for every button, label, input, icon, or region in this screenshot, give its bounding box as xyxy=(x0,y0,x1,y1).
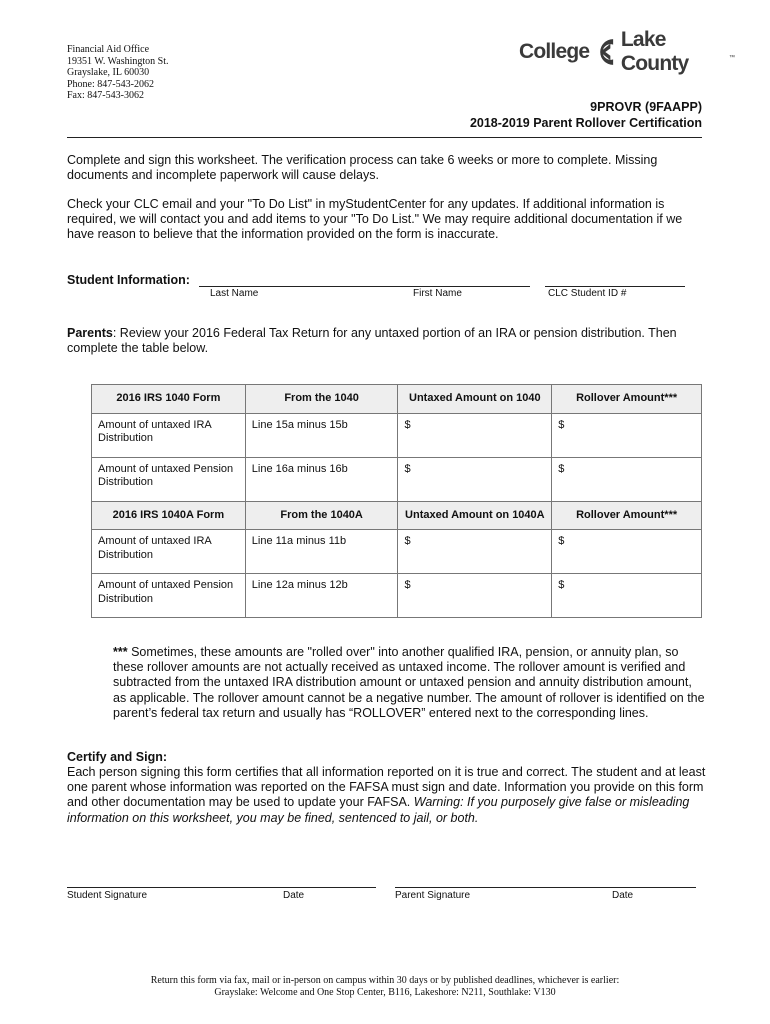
table-row xyxy=(92,457,702,501)
note-text: Sometimes, these amounts are "rolled over" into another qualified IRA, pension, or annuity plan, so these rollover amounts are not actually received as untaxed income. The rollover amount is verified and subtracted from the untaxed IRA distribution amount or untaxed pension and annuity distribution amount, as applicable. The rollover amount cannot be a negative number. The amount of rollover is identified on the parent’s federal tax return and usually has “ROLLOVER” entered next to the corresponding lines. xyxy=(113,645,705,720)
row-label: Amount of untaxed IRA Distribution xyxy=(92,413,246,457)
student-name-line[interactable] xyxy=(199,286,530,287)
certify-body: Each person signing this form certifies that all information reported on it is true and correct. The student and at least one parent whose information was reported on the FAFSA must sign and date. Information you provide on this form and other documentation may be used to update your FAFSA. xyxy=(67,765,706,810)
parent-signature-line[interactable] xyxy=(395,887,696,888)
parent-date-label: Date xyxy=(612,890,634,901)
rollover-amount-cell[interactable]: $ xyxy=(552,530,702,574)
student-signature-label: Student Signature xyxy=(67,890,148,901)
form-header xyxy=(470,99,702,131)
table-row xyxy=(92,574,702,618)
row-label: Amount of untaxed Pension Distribution xyxy=(92,574,246,618)
office-phone: Phone: 847-543-2062 xyxy=(67,78,154,90)
college-logo xyxy=(519,30,735,74)
office-fax: Fax: 847-543-3062 xyxy=(67,90,144,101)
rollover-amount-cell[interactable]: $ xyxy=(552,413,702,457)
parents-label: Parents xyxy=(67,326,113,340)
last-name-label: Last Name xyxy=(210,288,259,299)
student-date-label: Date xyxy=(283,890,305,901)
logo-trademark: ™ xyxy=(729,55,735,61)
logo-word-college: College xyxy=(519,40,590,63)
rollover-amount-cell[interactable]: $ xyxy=(552,457,702,501)
certify-heading: Certify and Sign: xyxy=(67,750,168,764)
intro-paragraph-2: Check your CLC email and your "To Do List" in myStudentCenter for any updates. If additional information is required, we will contact you and add items to your "To Do List." We may require additional documentation if we have reason to believe that the information provided on the form is inaccurate. xyxy=(67,197,683,242)
header-cell: Rollover Amount*** xyxy=(552,385,702,414)
table-row xyxy=(92,530,702,574)
header-cell: Untaxed Amount on 1040A xyxy=(398,501,552,530)
header-cell: 2016 IRS 1040A Form xyxy=(92,501,246,530)
student-id-label: CLC Student ID # xyxy=(548,288,627,299)
logo-word-lake-county: Lake County xyxy=(620,28,689,75)
student-signature-line[interactable] xyxy=(67,887,376,888)
table-header-1040a xyxy=(92,501,702,530)
form-title: 2018-2019 Parent Rollover Certification xyxy=(469,116,702,130)
header-cell: From the 1040A xyxy=(245,501,398,530)
intro-paragraph-1: Complete and sign this worksheet. The verification process can take 6 weeks or more to complete. Missing documents and incomplete paperwork will cause delays. xyxy=(67,153,658,183)
parents-text: : Review your 2016 Federal Tax Return for any untaxed portion of an IRA or pension distribution. Then complete the table below. xyxy=(67,326,677,356)
student-id-line[interactable] xyxy=(545,286,685,287)
footer xyxy=(0,975,770,999)
header-cell: Untaxed Amount on 1040 xyxy=(398,385,552,414)
office-address xyxy=(67,44,169,102)
row-line-ref: Line 11a minus 11b xyxy=(245,530,398,574)
student-info-label-text: Student Information xyxy=(67,273,186,287)
row-line-ref: Line 15a minus 15b xyxy=(245,413,398,457)
row-label: Amount of untaxed IRA Distribution xyxy=(92,530,246,574)
office-street: 19351 W. Washington St. xyxy=(67,55,169,67)
table-header-1040 xyxy=(92,385,702,414)
parents-instruction xyxy=(67,326,707,356)
footer-line-1: Return this form via fax, mail or in-person on campus within 30 days or by published deadlines, whichever is earlier: xyxy=(150,975,620,986)
note-stars: *** xyxy=(113,645,128,659)
form-code: 9PROVR (9FAAPP) xyxy=(590,100,702,114)
header-cell: From the 1040 xyxy=(245,385,398,414)
rollover-table xyxy=(91,384,702,618)
row-line-ref: Line 12a minus 12b xyxy=(245,574,398,618)
header-divider xyxy=(67,137,702,138)
untaxed-amount-cell[interactable]: $ xyxy=(398,530,552,574)
parent-signature-label: Parent Signature xyxy=(395,890,471,901)
row-line-ref: Line 16a minus 16b xyxy=(245,457,398,501)
row-label: Amount of untaxed Pension Distribution xyxy=(92,457,246,501)
table-row xyxy=(92,413,702,457)
footer-line-2: Grayslake: Welcome and One Stop Center, B116, Lakeshore: N211, Southlake: V130 xyxy=(214,987,556,998)
certify-warning: Warning: If you purposely give false or misleading information on this worksheet, you may be fined, sentenced to jail, or both. xyxy=(67,795,690,825)
first-name-label: First Name xyxy=(413,288,462,299)
office-name: Financial Aid Office xyxy=(67,44,150,55)
header-cell: 2016 IRS 1040 Form xyxy=(92,385,246,414)
untaxed-amount-cell[interactable]: $ xyxy=(398,574,552,618)
certify-text xyxy=(67,765,707,826)
office-city: Grayslake, IL 60030 xyxy=(67,67,150,78)
student-info-colon: : xyxy=(185,273,190,287)
logo-mark-icon xyxy=(591,35,619,69)
untaxed-amount-cell[interactable]: $ xyxy=(398,413,552,457)
rollover-amount-cell[interactable]: $ xyxy=(552,574,702,618)
untaxed-amount-cell[interactable]: $ xyxy=(398,457,552,501)
rollover-note xyxy=(113,645,706,721)
student-info-label xyxy=(67,273,190,287)
header-cell: Rollover Amount*** xyxy=(552,501,702,530)
